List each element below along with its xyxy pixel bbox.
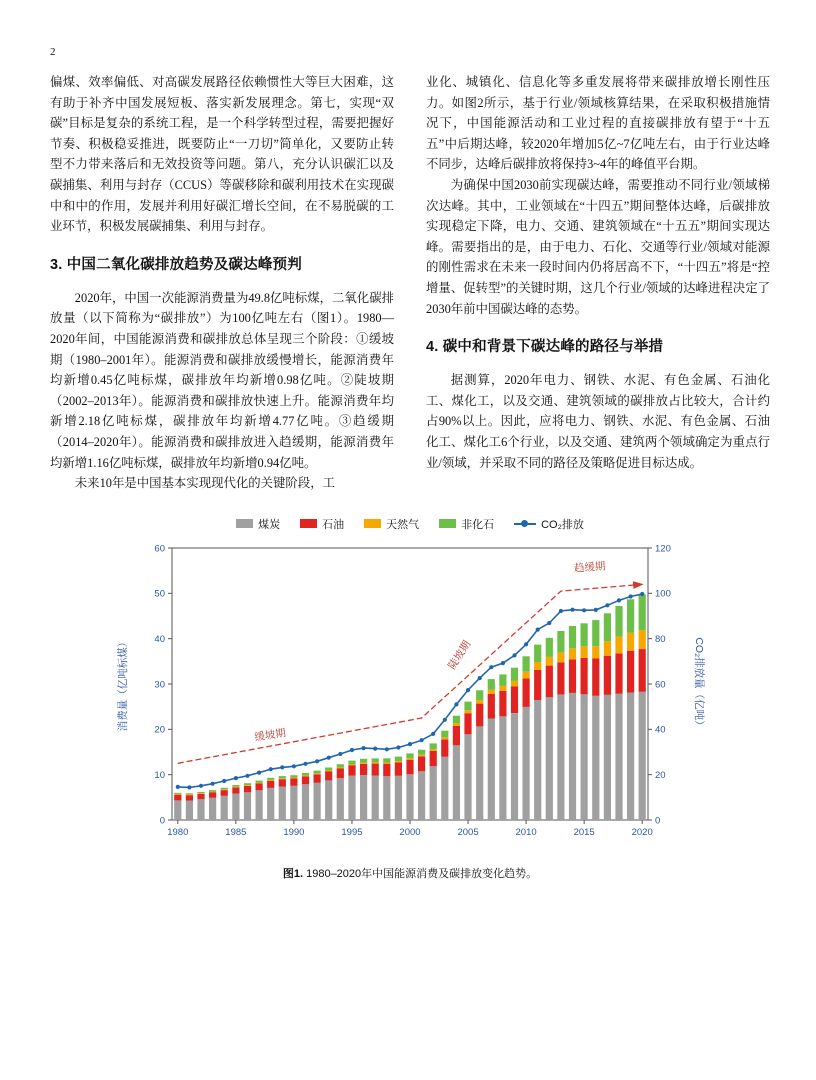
svg-text:1980: 1980 <box>167 826 189 838</box>
legend-label: CO₂排放 <box>541 518 584 531</box>
legend-line-swatch <box>514 523 536 525</box>
paragraph: 2020年，中国一次能源消费量为49.8亿吨标煤，二氧化碳排放量（以下简称为“碳排放”）为100亿吨左右（图1）。1980—2020年间，中国能源消费和碳排放总体呈现三个阶段：①缓坡期（1980–2001年）。能源消费和碳排放缓慢增长，能源消费年均新增0.45亿吨标煤，碳排放年均新增0.98亿吨。②陡坡期（2002–2013年）。能源消费和碳排放快速上升。能源消费年均新增2.18亿吨标煤，碳排放年均新增4.77亿吨。③趋缓期（2014–2020年）。能源消费和碳排放进入趋缓期，能源消费年均新增1.16亿吨标煤，碳排放年均新增0.94亿吨。 <box>50 290 394 470</box>
page-number: 2 <box>50 46 56 58</box>
legend-swatch <box>439 519 456 528</box>
chart-legend <box>236 516 584 532</box>
legend-swatch <box>364 519 381 528</box>
legend-item-非化石 <box>439 516 494 532</box>
legend-swatch <box>236 519 253 528</box>
left-column <box>50 72 394 494</box>
text-columns <box>50 72 770 494</box>
svg-text:消费量（亿吨标煤）: 消费量（亿吨标煤） <box>117 636 129 731</box>
legend-item-co2 <box>514 516 584 532</box>
svg-text:40: 40 <box>655 724 666 736</box>
svg-text:CO₂排放量（亿吨）: CO₂排放量（亿吨） <box>693 637 705 731</box>
paragraph-continuation: 业化、城镇化、信息化等多重发展将带来碳排放增长刚性压力。如图2所示，基于行业/领域核算结果，在采取积极措施情况下，中国能源活动和工业过程的直接碳排放有望于“十五五”中后期达峰，较2020年增加5亿~7亿吨左右，由于行业达峰不同步，达峰后碳排放将保持3~4年的峰值平台期。 <box>426 75 770 172</box>
figure-caption-label: 图1. <box>282 867 304 880</box>
figure-caption-text: 1980–2020年中国能源消费及碳排放变化趋势。 <box>306 867 538 880</box>
svg-text:60: 60 <box>154 543 165 555</box>
svg-text:120: 120 <box>655 543 671 555</box>
stacked-bars <box>174 594 646 820</box>
figure-1 <box>50 516 770 881</box>
legend-item-煤炭 <box>236 516 280 532</box>
svg-text:0: 0 <box>655 815 661 827</box>
svg-text:10: 10 <box>154 769 165 781</box>
legend-label: 天然气 <box>386 518 420 531</box>
paragraph: 未来10年是中国基本实现现代化的关键阶段，工 <box>74 476 335 491</box>
legend-item-天然气 <box>364 516 419 532</box>
svg-text:2015: 2015 <box>573 826 595 838</box>
paragraph: 为确保中国2030前实现碳达峰，需要推动不同行业/领域梯次达峰。其中，工业领域在“十四五”期间整体达峰，后碳排放实现稳定下降，电力、交通、建筑领域在“十五五”期间实现达峰。需要指出的是，由于电力、石化、交通等行业/领域对能源的刚性需求在未来一段时间内仍将居高不下，“十四五”将是“控增量、促转型”的关键时期，这几个行业/领域的达峰进程决定了2030年前中国碳达峰的态势。 <box>426 177 770 316</box>
svg-text:2010: 2010 <box>515 826 537 838</box>
svg-text:40: 40 <box>154 633 165 645</box>
svg-text:30: 30 <box>154 679 165 691</box>
svg-text:趋缓期: 趋缓期 <box>573 560 606 575</box>
svg-text:60: 60 <box>655 679 666 691</box>
section-heading-3: 3. 中国二氧化碳排放趋势及碳达峰预判 <box>50 256 302 273</box>
svg-text:2005: 2005 <box>457 826 479 838</box>
paragraph: 据测算，2020年电力、钢铁、水泥、有色金属、石油化工、煤化工，以及交通、建筑领域的碳排放占比较大，合计约占90%以上。因此，应将电力、钢铁、水泥、有色金属、石油化工、煤化工6个行业，以及交通、建筑两个领域确定为重点行业/领域，并采取不同的路径及策略促进目标达成。 <box>426 373 770 470</box>
legend-label: 石油 <box>322 518 345 531</box>
svg-text:20: 20 <box>655 769 666 781</box>
figure1-chart-svg <box>110 536 710 854</box>
svg-text:1995: 1995 <box>341 826 363 838</box>
legend-item-石油 <box>300 516 344 532</box>
svg-text:80: 80 <box>655 633 666 645</box>
right-column <box>426 72 770 494</box>
legend-label: 煤炭 <box>258 518 281 531</box>
svg-text:0: 0 <box>159 815 165 827</box>
legend-label: 非化石 <box>461 518 495 531</box>
svg-text:20: 20 <box>154 724 165 736</box>
svg-text:缓坡期: 缓坡期 <box>253 726 287 744</box>
figure-caption <box>283 865 537 881</box>
svg-text:1985: 1985 <box>225 826 247 838</box>
svg-text:2000: 2000 <box>399 826 421 838</box>
svg-text:50: 50 <box>154 588 165 600</box>
legend-swatch <box>300 519 317 528</box>
svg-text:100: 100 <box>655 588 671 600</box>
energy-emissions-chart <box>110 536 710 859</box>
svg-text:1990: 1990 <box>283 826 305 838</box>
svg-text:2020: 2020 <box>631 826 653 838</box>
section-heading-4: 4. 碳中和背景下碳达峰的路径与举措 <box>426 339 664 356</box>
paragraph-continuation: 偏煤、效率偏低、对高碳发展路径依赖惯性大等巨大困难，这有助于补齐中国发展短板、落实新发展理念。第七，实现“双碳”目标是复杂的系统工程，是一个科学转型过程，需要把握好节奏、积极稳妥推进，既要防止“一刀切”简单化，又要防止转型不力带来落后和无效投资等问题。第八，充分认识碳汇以及碳捕集、利用与封存（CCUS）等碳移除和碳利用技术在实现碳中和中的作用，发展并利用好碳汇增长空间，在不易脱碳的工业环节，积极发展碳捕集、利用与封存。 <box>50 75 394 234</box>
svg-text:陡坡期: 陡坡期 <box>446 638 474 672</box>
